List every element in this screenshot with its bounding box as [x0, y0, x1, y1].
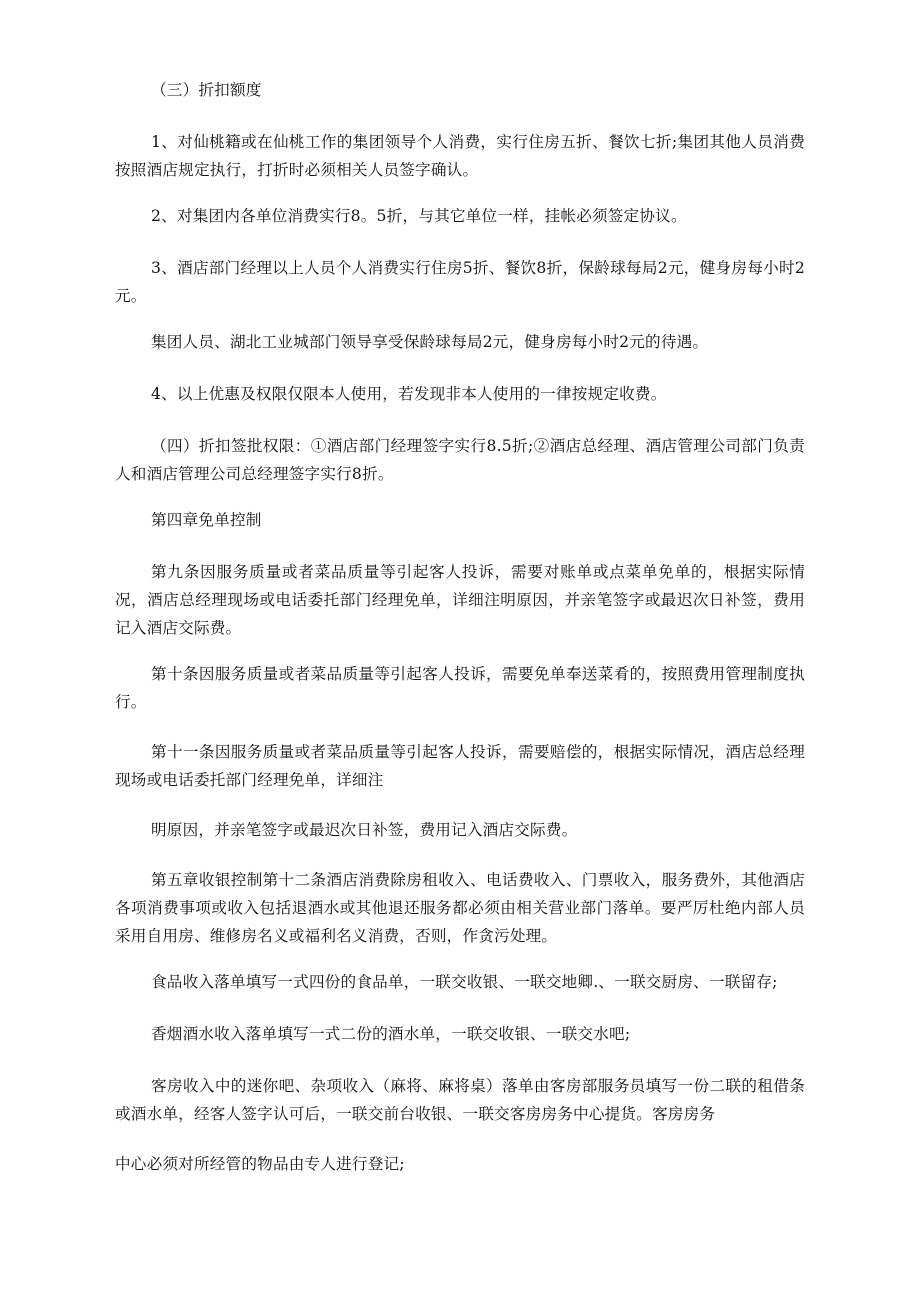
section-heading-discount-amount: （三）折扣额度 [151, 81, 262, 99]
article-10: 第十条因服务质量或者菜品质量等引起客人投诉，需要免单奉送菜肴的，按照费用管理制度执行。 [115, 665, 805, 711]
article-9: 第九条因服务质量或者菜品质量等引起客人投诉，需要对账单或点菜单免单的，根据实际情况，酒店总经理现场或电话委托部门经理免单，详细注明原因，并亲笔签字或最迟次日补签，费用记入酒店交际费。 [115, 563, 805, 637]
article-11: 第十一条因服务质量或者菜品质量等引起客人投诉，需要赔偿的，根据实际情况，酒店总经理现场或电话委托部门经理免单，详细注 [115, 743, 805, 789]
paragraph-discount-rule-4: 4、以上优惠及权限仅限本人使用，若发现非本人使用的一律按规定收费。 [151, 385, 667, 403]
paragraph-room-income-continued: 中心必须对所经管的物品由专人进行登记; [115, 1155, 405, 1173]
paragraph-beverage-order: 香烟酒水收入落单填写一式二份的酒水单，一联交收银、一联交水吧; [151, 1025, 631, 1043]
chapter-heading-cashier-control: 第五章收银控制第十二条酒店消费除房租收入、电话费收入、门票收入，服务费外，其他酒店各项消费事项或收入包括退酒水或其他退还服务都必须由相关营业部门落单。要严厉杜绝内部人员采用自用房、维修房名义或福利名义消费，否则，作贪污处理。 [115, 871, 805, 945]
paragraph-discount-rule-1: 1、对仙桃籍或在仙桃工作的集团领导个人消费，实行住房五折、餐饮七折;集团其他人员消费按照酒店规定执行，打折时必须相关人员签字确认。 [115, 133, 805, 179]
chapter-heading-free-order-control: 第四章免单控制 [151, 511, 262, 529]
paragraph-discount-rule-3: 3、酒店部门经理以上人员个人消费实行住房5折、餐饮8折，保龄球每局2元，健身房每小时2元。 [115, 259, 805, 305]
paragraph-room-income: 客房收入中的迷你吧、杂项收入（麻将、麻将桌）落单由客房部服务员填写一份二联的租借条或酒水单，经客人签字认可后，一联交前台收银、一联交客房房务中心提货。客房房务 [115, 1077, 805, 1123]
paragraph-food-order: 食品收入落单填写一式四份的食品单，一联交收银、一联交地卿.、一联交厨房、一联留存; [151, 973, 778, 991]
article-11-continued: 明原因，并亲笔签字或最迟次日补签，费用记入酒店交际费。 [151, 821, 578, 839]
section-heading-approval-authority: （四）折扣签批权限：①酒店部门经理签字实行8.5折;②酒店总经理、酒店管理公司部门负责人和酒店管理公司总经理签字实行8折。 [115, 437, 805, 483]
paragraph-group-benefit: 集团人员、湖北工业城部门领导享受保龄球每局2元，健身房每小时2元的待遇。 [151, 333, 709, 351]
paragraph-discount-rule-2: 2、对集团内各单位消费实行8。5折，与其它单位一样，挂帐必须签定协议。 [151, 207, 687, 225]
